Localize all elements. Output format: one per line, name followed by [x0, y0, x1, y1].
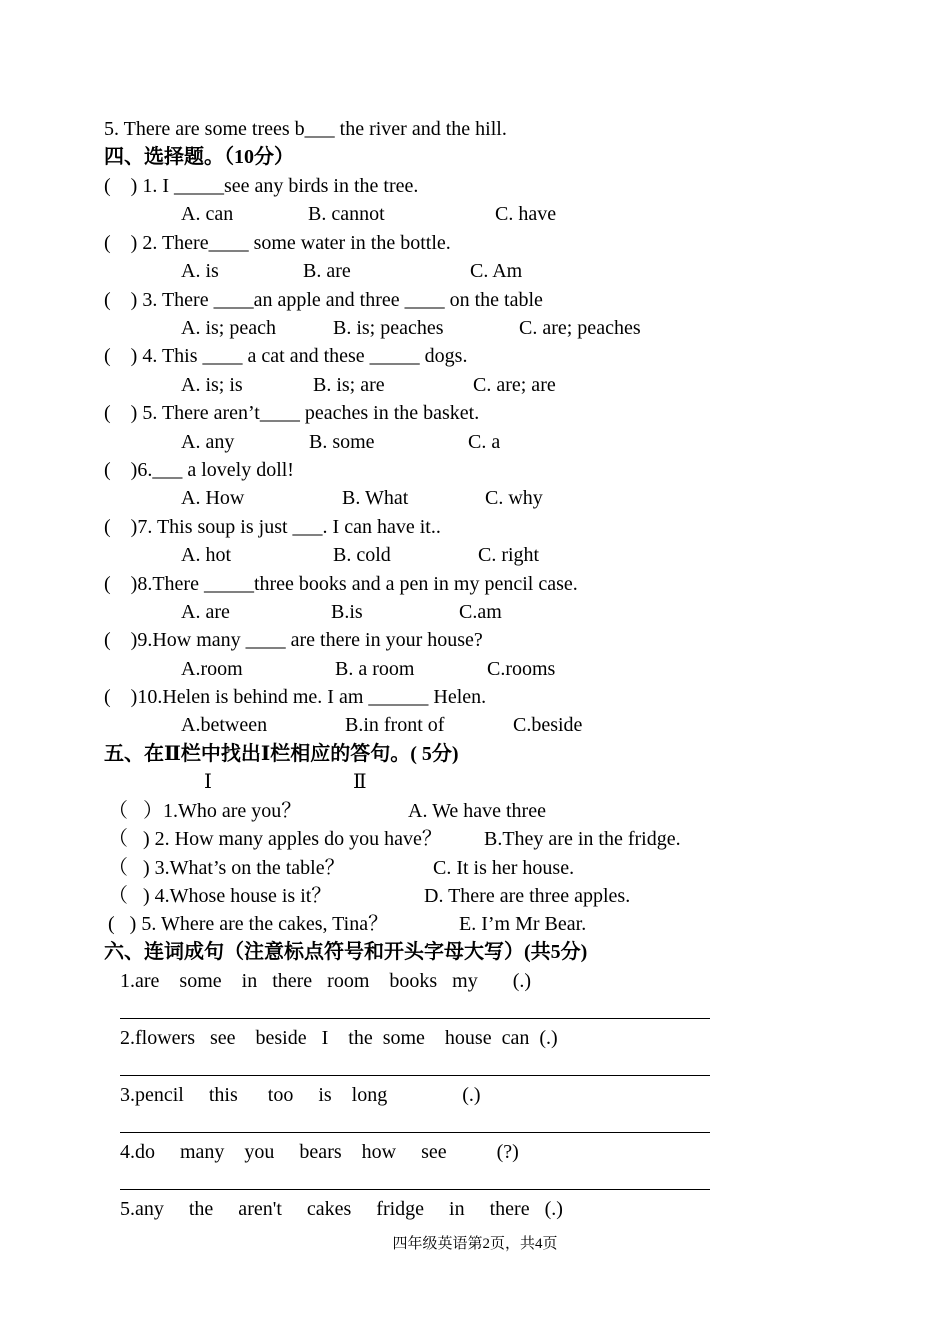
- mc-question-1-option-a: A. can: [181, 203, 234, 225]
- mc-question-8: ( )8.There _____three books and a pen in my pencil case.: [104, 573, 578, 595]
- sentence-item-2: 2.flowers see beside I the some house can (.): [120, 1027, 558, 1049]
- mc-question-1: ( ) 1. I _____see any birds in the tree.: [104, 175, 419, 197]
- mc-question-7-option-c: C. right: [478, 544, 540, 566]
- mc-question-5-option-a: A. any: [181, 431, 235, 453]
- mc-question-9: ( )9.How many ____ are there in your house?: [104, 629, 483, 651]
- answer-line-1[interactable]: [120, 1018, 710, 1019]
- mc-question-10-option-a: A.between: [181, 714, 268, 736]
- mc-question-5-option-c: C. a: [468, 431, 501, 453]
- sentence-item-3: 3.pencil this too is long (.): [120, 1084, 481, 1106]
- mc-question-2-option-b: B. are: [303, 260, 351, 282]
- mc-question-7: ( )7. This soup is just ___. I can have it..: [104, 516, 441, 538]
- mc-question-6-option-c: C. why: [485, 487, 543, 509]
- mc-question-3-option-a: A. is; peach: [181, 317, 276, 339]
- column-2-header: Ⅱ: [353, 771, 367, 793]
- answer-line-3[interactable]: [120, 1132, 710, 1133]
- mc-question-6-option-b: B. What: [342, 487, 409, 509]
- section-5-title: 五、在Ⅱ栏中找出Ⅰ栏相应的答句。( 5分): [104, 743, 459, 765]
- mc-question-9-option-b: B. a room: [335, 658, 415, 680]
- mc-question-4-option-c: C. are; are: [473, 374, 556, 396]
- mc-question-4: ( ) 4. This ____ a cat and these _____ dogs.: [104, 345, 468, 367]
- match-question-4: （ ) 4.Whose house is it？: [108, 885, 332, 907]
- mc-question-5-option-b: B. some: [309, 431, 375, 453]
- question-5-fill-in: 5. There are some trees b___ the river and the hill.: [104, 118, 507, 140]
- mc-question-8-option-a: A. are: [181, 601, 230, 623]
- match-answer-b: B.They are in the fridge.: [484, 828, 681, 850]
- mc-question-10: ( )10.Helen is behind me. I am ______ Helen.: [104, 686, 487, 708]
- mc-question-7-option-b: B. cold: [333, 544, 391, 566]
- mc-question-4-option-b: B. is; are: [313, 374, 385, 396]
- section-4-title: 四、选择题。（10分）: [104, 146, 294, 168]
- mc-question-6: ( )6.___ a lovely doll!: [104, 459, 294, 481]
- match-question-1: （ ）1.Who are you？: [108, 800, 302, 822]
- page-footer: 四年级英语第2页，共4页: [392, 1236, 558, 1252]
- mc-question-8-option-b: B.is: [331, 601, 363, 623]
- mc-question-5: ( ) 5. There aren’t____ peaches in the basket.: [104, 402, 480, 424]
- mc-question-3: ( ) 3. There ____an apple and three ____ on the table: [104, 289, 543, 311]
- mc-question-9-option-c: C.rooms: [487, 658, 556, 680]
- match-question-5: ( ) 5. Where are the cakes, Tina？: [108, 913, 389, 935]
- mc-question-2: ( ) 2. There____ some water in the bottle.: [104, 232, 451, 254]
- sentence-item-1: 1.are some in there room books my (.): [120, 970, 532, 992]
- sentence-item-4: 4.do many you bears how see (?): [120, 1141, 519, 1163]
- sentence-item-5: 5.any the aren't cakes fridge in there (.): [120, 1198, 563, 1220]
- column-1-header: Ⅰ: [204, 771, 212, 793]
- match-answer-d: D. There are three apples.: [424, 885, 631, 907]
- mc-question-2-option-c: C. Am: [470, 260, 523, 282]
- answer-line-4[interactable]: [120, 1189, 710, 1190]
- mc-question-7-option-a: A. hot: [181, 544, 231, 566]
- section-6-title: 六、连词成句（注意标点符号和开头字母大写）(共5分): [104, 941, 588, 963]
- match-answer-e: E. I’m Mr Bear.: [459, 913, 587, 935]
- answer-line-2[interactable]: [120, 1075, 710, 1076]
- match-answer-a: A. We have three: [408, 800, 546, 822]
- mc-question-4-option-a: A. is; is: [181, 374, 243, 396]
- mc-question-8-option-c: C.am: [459, 601, 502, 623]
- mc-question-10-option-b: B.in front of: [345, 714, 445, 736]
- mc-question-1-option-c: C. have: [495, 203, 557, 225]
- mc-question-9-option-a: A.room: [181, 658, 243, 680]
- mc-question-2-option-a: A. is: [181, 260, 219, 282]
- mc-question-10-option-c: C.beside: [513, 714, 583, 736]
- mc-question-6-option-a: A. How: [181, 487, 245, 509]
- match-question-3: （ ) 3.What’s on the table？: [108, 857, 345, 879]
- match-answer-c: C. It is her house.: [433, 857, 575, 879]
- mc-question-1-option-b: B. cannot: [308, 203, 385, 225]
- match-question-2: （ ) 2. How many apples do you have？: [108, 828, 442, 850]
- mc-question-3-option-c: C. are; peaches: [519, 317, 641, 339]
- mc-question-3-option-b: B. is; peaches: [333, 317, 444, 339]
